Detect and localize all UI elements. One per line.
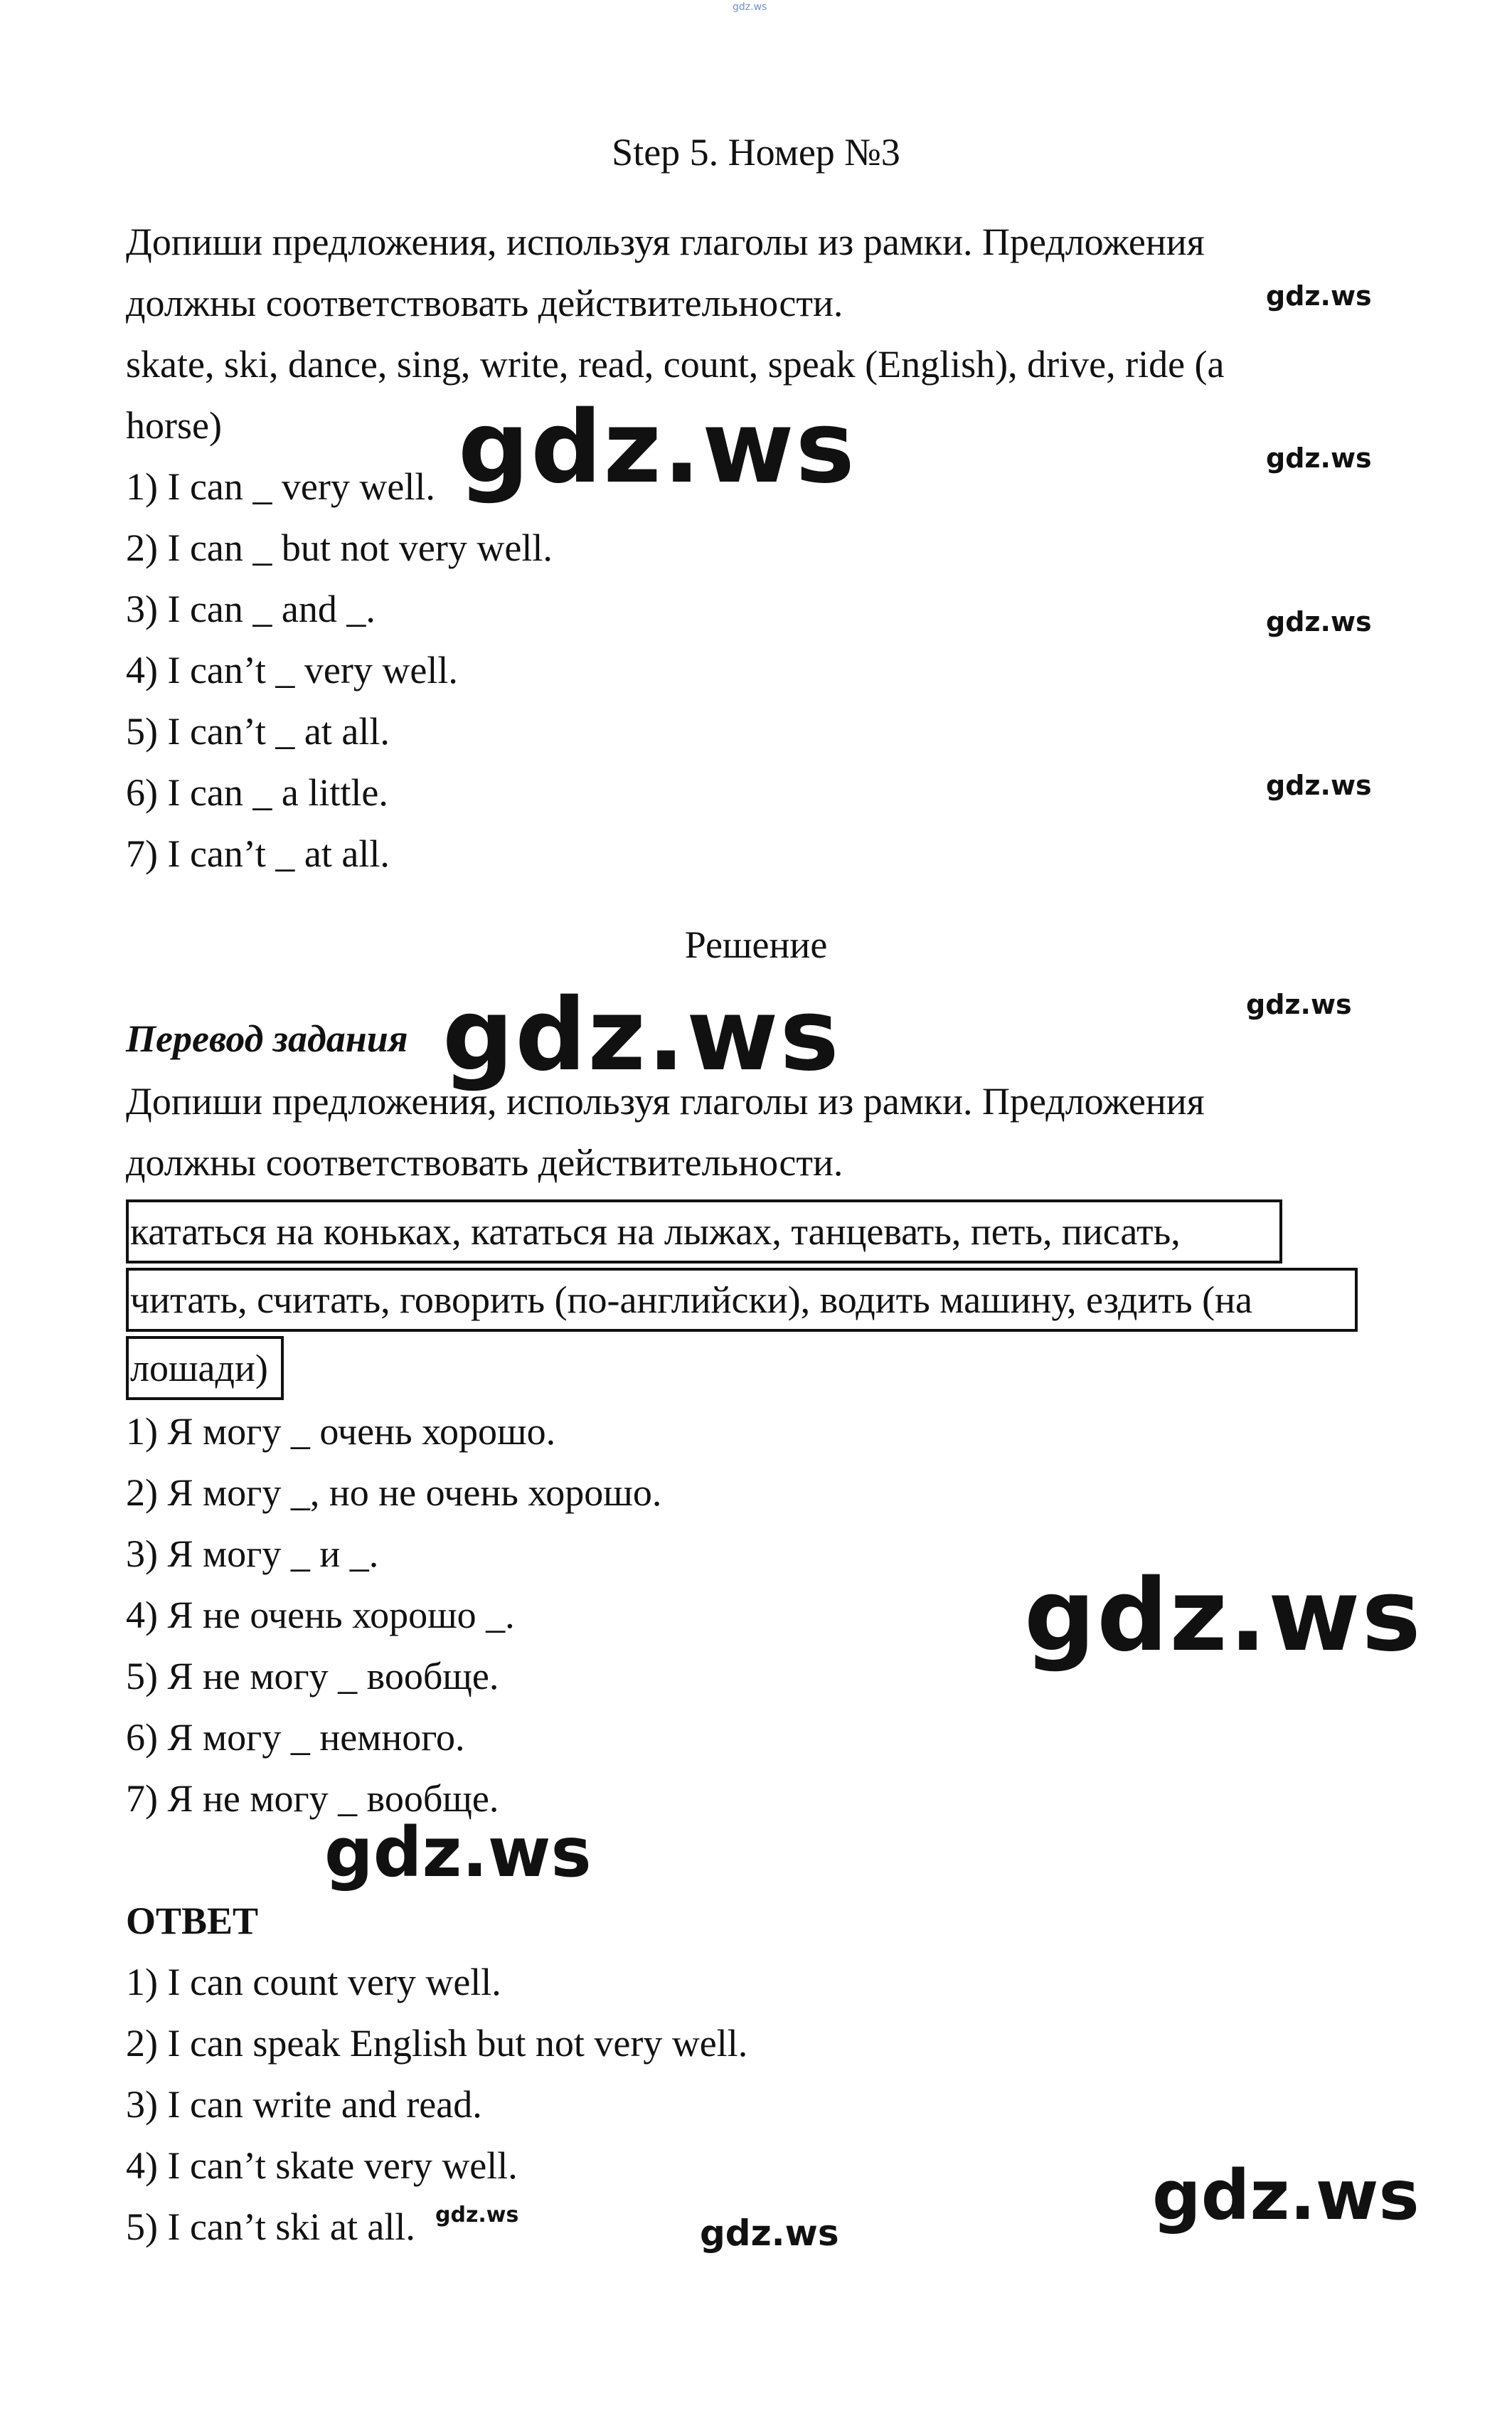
solution-heading: Решение	[684, 923, 828, 966]
watermark: gdz.ws	[700, 2213, 839, 2254]
watermark: gdz.ws	[458, 390, 856, 506]
task-item: 5) I can’t _ at all.	[126, 710, 390, 753]
answer-item: 4) I can’t skate very well.	[126, 2144, 518, 2187]
watermark: gdz.ws	[1152, 2156, 1420, 2235]
watermark: gdz.ws	[1246, 989, 1352, 1020]
translation-item: 3) Я могу _ и _.	[126, 1532, 379, 1575]
task-item: 4) I can’t _ very well.	[126, 649, 458, 692]
watermark: gdz.ws	[435, 2203, 519, 2227]
answer-item: 1) I can count very well.	[126, 1961, 501, 2003]
watermark: gdz.ws	[1266, 443, 1372, 474]
translation-item: 7) Я не могу _ вообще.	[126, 1777, 499, 1820]
task-item: 1) I can _ very well.	[126, 465, 435, 508]
watermark: gdz.ws	[324, 1813, 592, 1892]
watermark: gdz.ws	[442, 977, 841, 1093]
translation-heading: Перевод задания	[126, 1017, 408, 1060]
task-verbs-line-1: skate, ski, dance, sing, write, read, count, speak (English), drive, ride (a	[126, 343, 1225, 386]
translation-item: 1) Я могу _ очень хорошо.	[126, 1410, 556, 1453]
page-title: Step 5. Номер №3	[612, 131, 900, 174]
task-instruction-line-1: Допиши предложения, используя глаголы из рамки. Предложения	[126, 221, 1205, 263]
translation-instruction-line-1: Допиши предложения, используя глаголы из рамки. Предложения	[126, 1080, 1205, 1123]
translation-item: 2) Я могу _, но не очень хорошо.	[126, 1471, 662, 1514]
task-item: 7) I can’t _ at all.	[126, 832, 390, 875]
verb-box-line-2: читать, считать, говорить (по-английски), водить машину, ездить (на	[126, 1268, 1358, 1332]
watermark: gdz.ws	[1024, 1558, 1422, 1674]
answer-item: 3) I can write and read.	[126, 2083, 482, 2126]
top-watermark: gdz.ws	[733, 1, 767, 13]
watermark: gdz.ws	[1266, 770, 1372, 801]
translation-instruction-line-2: должны соответствовать действительности.	[126, 1141, 843, 1184]
answer-item: 2) I can speak English but not very well.	[126, 2022, 748, 2065]
watermark: gdz.ws	[1266, 280, 1372, 312]
task-item: 2) I can _ but not very well.	[126, 526, 553, 569]
verb-box-line-1: кататься на коньках, кататься на лыжах, танцевать, петь, писать,	[126, 1199, 1282, 1263]
task-item: 6) I can _ a little.	[126, 771, 388, 814]
translation-item: 5) Я не могу _ вообще.	[126, 1655, 499, 1697]
translation-item: 4) Я не очень хорошо _.	[126, 1594, 515, 1636]
verb-box-line-3: лошади)	[126, 1336, 284, 1400]
watermark: gdz.ws	[1266, 606, 1372, 637]
task-verbs-line-2: horse)	[126, 404, 222, 447]
task-instruction-line-2: должны соответствовать действительности.	[126, 282, 843, 324]
translation-item: 6) Я могу _ немного.	[126, 1716, 465, 1759]
answer-heading: ОТВЕТ	[126, 1900, 259, 1942]
answer-item: 5) I can’t ski at all.	[126, 2205, 415, 2248]
task-item: 3) I can _ and _.	[126, 588, 376, 630]
